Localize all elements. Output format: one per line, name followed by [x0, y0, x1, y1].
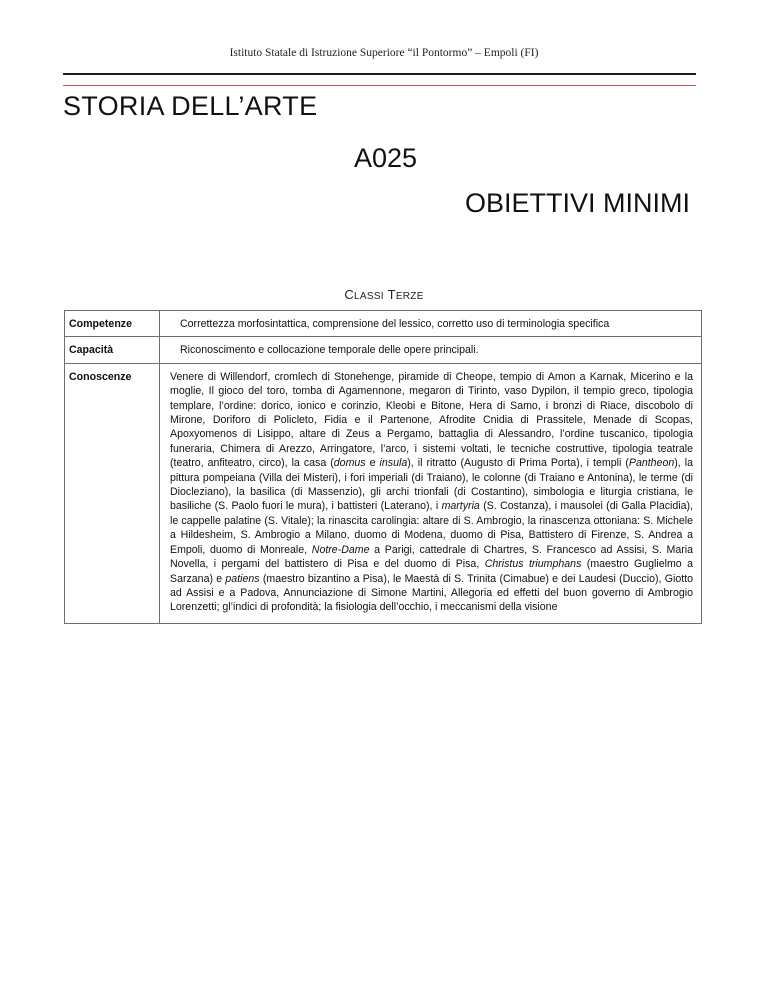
section-initial-2: T [387, 287, 396, 302]
section-rest-2: ERZE [395, 291, 424, 302]
knowledge-segment-italic: Christus triumphans [484, 558, 582, 571]
objectives-table [64, 310, 702, 624]
section-initial-1: C [344, 287, 355, 302]
knowledge-segment-italic: domus [333, 457, 366, 470]
row-label: Conoscenze [65, 363, 160, 623]
table-row [65, 311, 702, 337]
row-text: Riconoscimento e collocazione temporale delle opere principali. [160, 337, 702, 363]
title-rule [63, 85, 696, 86]
knowledge-segment: a Parigi, cattedrale di Chartres, S. Francesco ad Assisi, S. Maria Novella, i pergami del battistero di Pisa e del duomo di Pisa, [170, 543, 694, 571]
page-header: Istituto Statale di Istruzione Superiore “il Pontormo” – Empoli (FI) [229, 47, 539, 59]
section-heading [0, 287, 768, 302]
knowledge-segment: ), il ritratto (Augusto di Prima Porta), i templi ( [407, 457, 629, 470]
knowledge-text [160, 363, 702, 623]
table-row [65, 337, 702, 363]
knowledge-segment-italic: insula [379, 457, 408, 470]
row-label: Competenze [65, 311, 160, 337]
knowledge-segment-italic: patiens [225, 572, 260, 585]
knowledge-segment-italic: Notre-Dame [311, 543, 370, 556]
row-label: Capacità [65, 337, 160, 363]
knowledge-segment: e [365, 457, 380, 470]
knowledge-segment: (maestro Guglielmo a Sarzana) e [170, 558, 694, 585]
document-title: STORIA DELL’ARTE [63, 91, 318, 121]
table-row [65, 363, 702, 623]
header-rule [63, 73, 696, 75]
document-subtitle: OBIETTIVI MINIMI [465, 188, 691, 218]
knowledge-segment-italic: Pantheon [628, 457, 675, 470]
knowledge-segment: ), la pittura pompeiana (Villa dei Misteri), i fori imperiali (di Traiano), le colonne (di Traiano e Antonina), le terme (di Diocleziano), la basilica (di Massenzio), gli archi trionfali (di Costantino), simbologia e liturgia cristiana, le basiliche (S. Paolo fuori le mura), i battisteri (Laterano), i [170, 457, 693, 513]
knowledge-segment-italic: martyria [441, 500, 480, 513]
section-rest-1: LASSI [354, 291, 384, 302]
row-text: Correttezza morfosintattica, comprensione del lessico, corretto uso di terminologia specifica [160, 311, 702, 337]
knowledge-segment: (maestro bizantino a Pisa), le Maestà di S. Trinita (Cimabue) e dei Laudesi (Duccio), Giotto ad Assisi e a Padova, Annunciazione di Simone Martini, Allegoria ed effetti del buon governo di Ambrogio Lorenzetti; gl’indici di profondità; la fisiologia dell’occhio, i meccanismi della visione [170, 572, 693, 614]
knowledge-segment: (S. Costanza), i mausolei (di Galla Placidia), le cappelle palatine (S. Vitale); la rinascita carolingia: altare di S. Ambrogio, la rinascenza ottoniana: S. Michele a Hildesheim, S. Ambrogio a Milano, duomo di Modena, duomo di Pisa, Battistero di Firenze, S. Andrea a Empoli, duomo di Monreale, [170, 500, 693, 556]
class-code: A025 [354, 143, 418, 173]
knowledge-segment: Venere di Willendorf, cromlech di Stonehenge, piramide di Cheope, tempio di Amon a Karnak, Micerino e la moglie, Il gioco del toro, tomba di Agamennone, megaron di Tirinto, vaso Dypilon, il tempio greco, tipologia templare, l’ordine: dorico, ionico e corinzio, Kleobi e Bitone, Hera di Samo, i bronzi di Riace, discobolo di Mirone, Doriforo di Policleto, Fidia e il Partenone, Afrodite Cnidia di Prassitele, Menade di Scopas, Apoxyomenos di Lisippo, altare di Zeus a Pergamo, battaglia di Alessandro, l’ordine tuscanico, tipologia funeraria, Chimera di Arezzo, Arringatore, l’arco, i sistemi voltati, le tecniche costruttive, tipologia teatrale (teatro, anfiteatro, circo), la casa ( [170, 370, 693, 470]
